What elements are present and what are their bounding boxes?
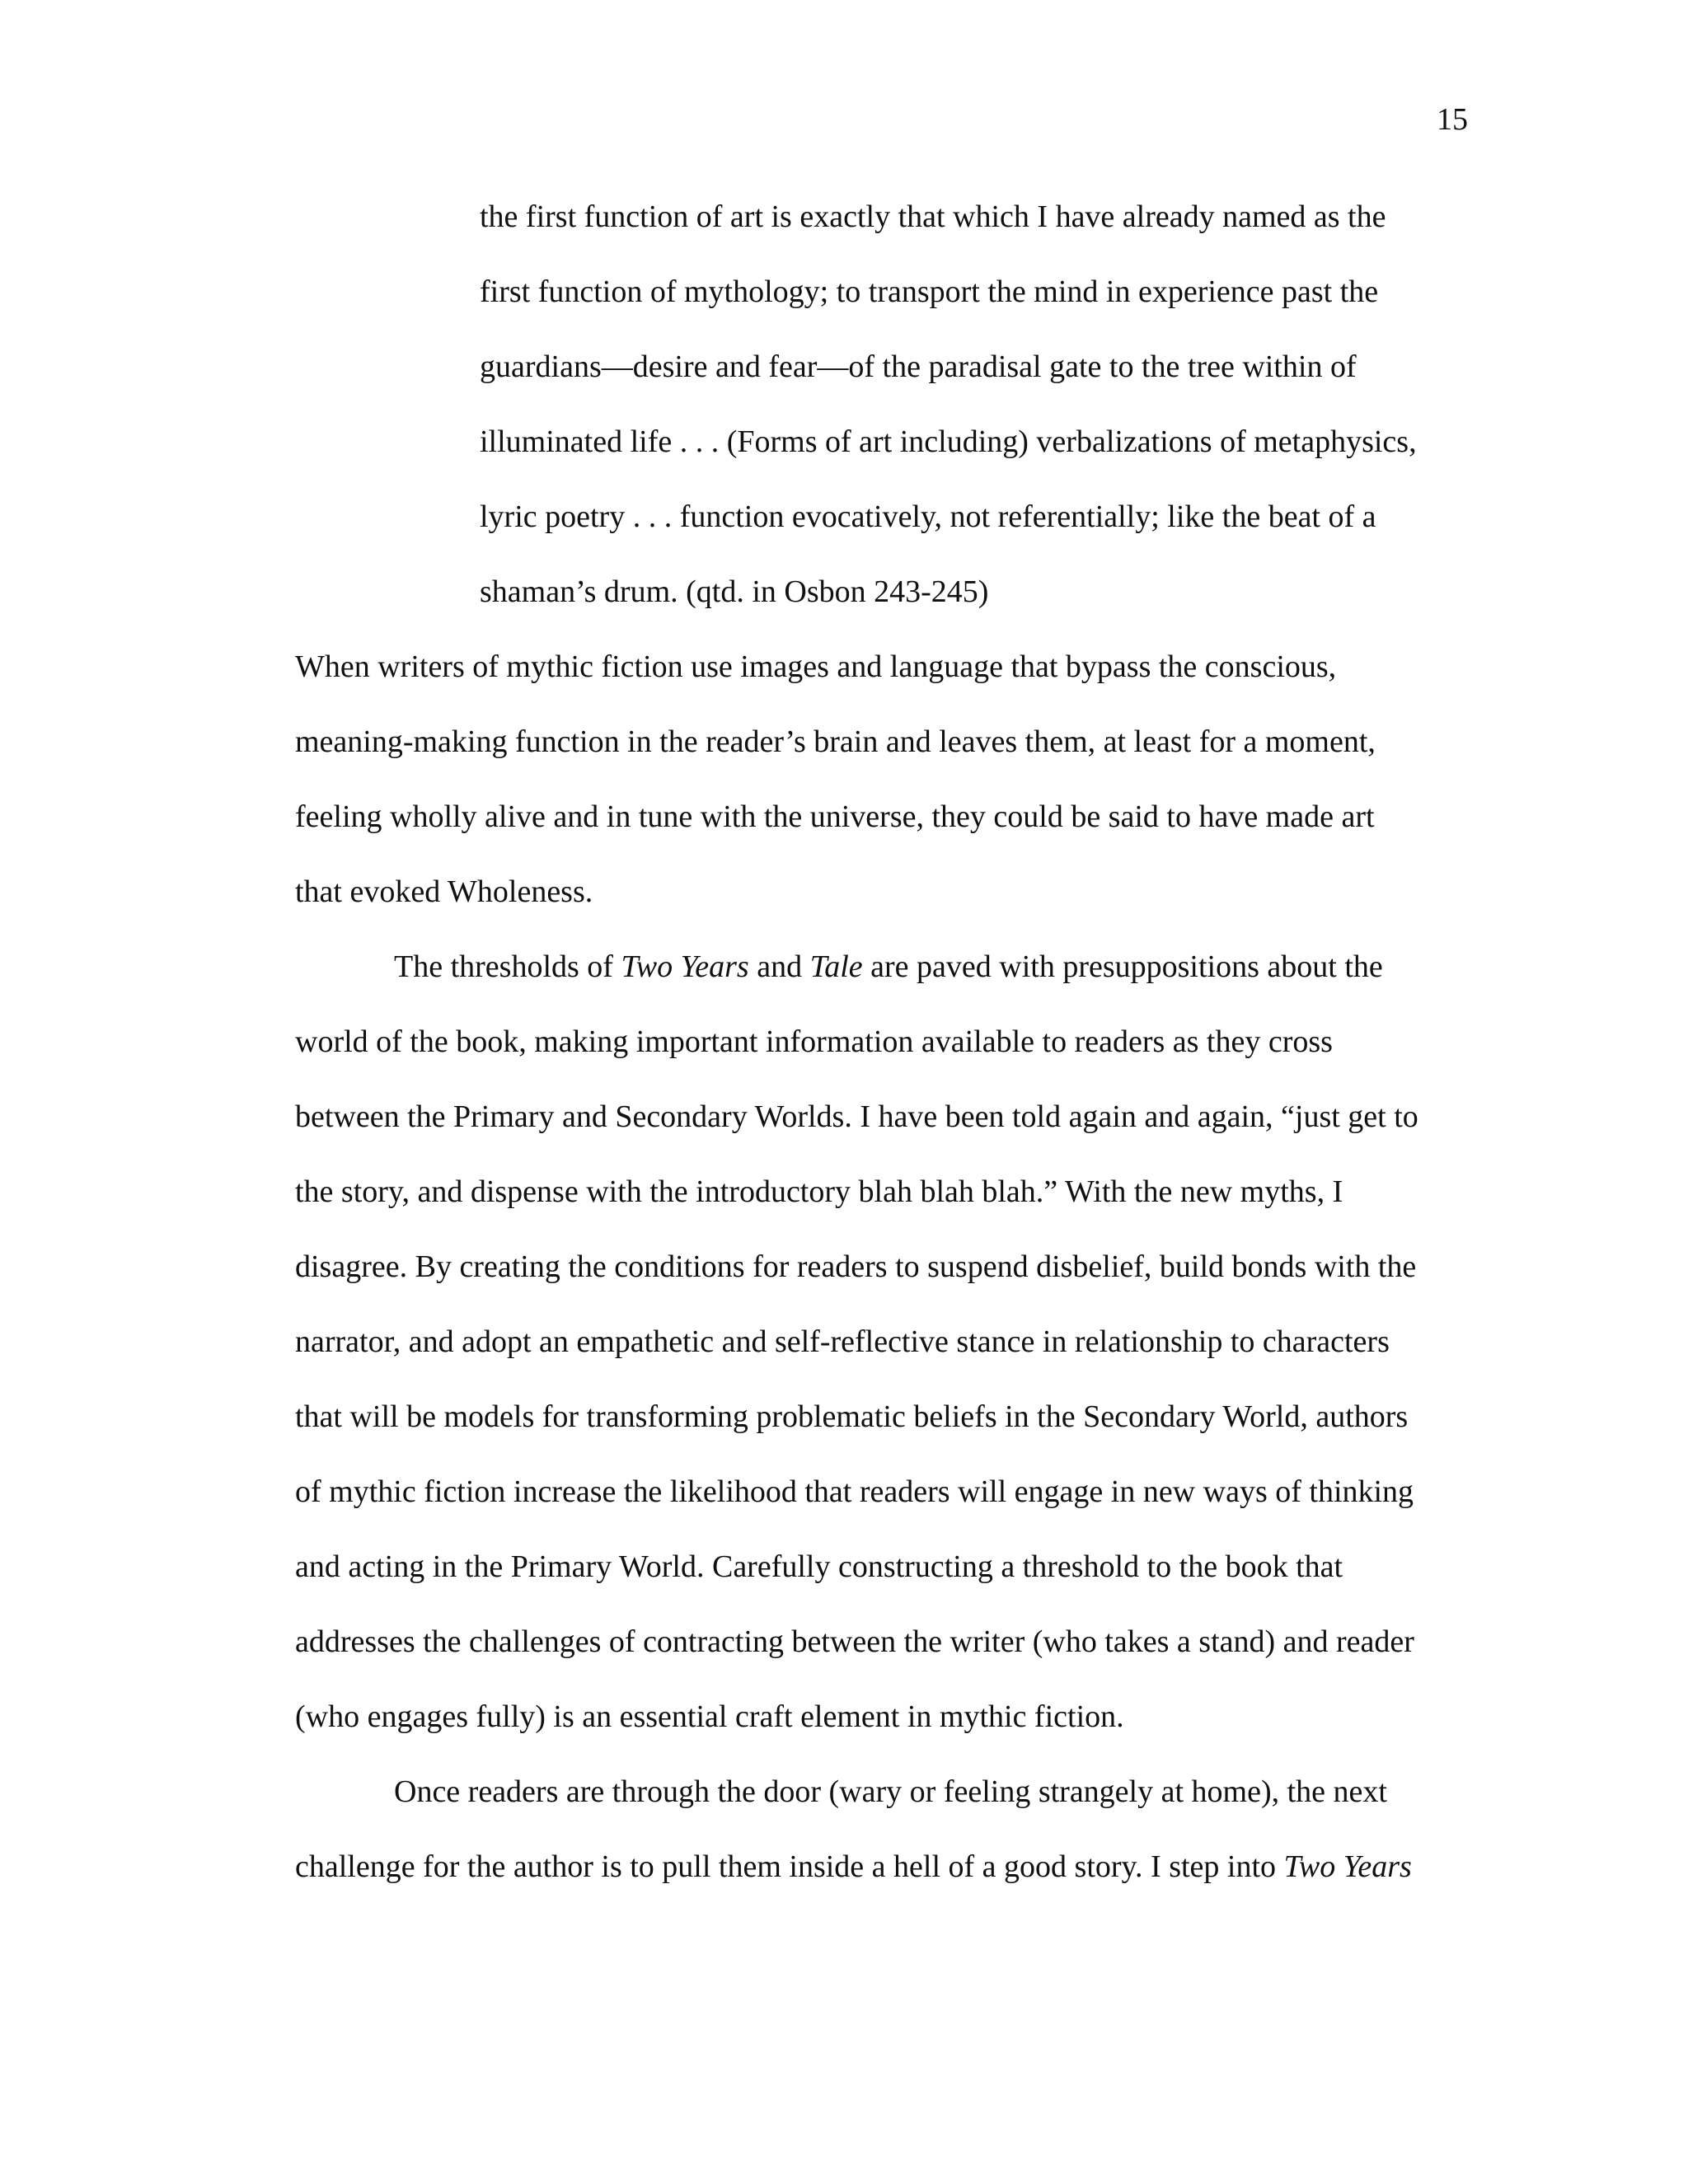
book-title-italic: Tale — [809, 949, 863, 984]
paragraph-first-line — [394, 948, 1383, 986]
paragraph-line: addresses the challenges of contracting between the writer (who takes a stand) and reader — [295, 1624, 1414, 1659]
paragraph-line — [295, 1848, 1412, 1886]
paragraph-first-line: Once readers are through the door (wary or feeling strangely at home), the next — [394, 1774, 1387, 1809]
quote-line: illuminated life . . . (Forms of art including) verbalizations of metaphysics, — [480, 424, 1417, 459]
book-title-italic: Two Years — [1283, 1849, 1412, 1884]
quote-line: the first function of art is exactly that which I have already named as the — [480, 199, 1386, 234]
paragraph-line: of mythic fiction increase the likelihood that readers will engage in new ways of thinking — [295, 1474, 1414, 1509]
paragraph-line: narrator, and adopt an empathetic and self-reflective stance in relationship to characters — [295, 1324, 1390, 1359]
paragraph-line: When writers of mythic fiction use images and language that bypass the conscious, — [295, 649, 1337, 684]
paragraph-line: disagree. By creating the conditions for readers to suspend disbelief, build bonds with the — [295, 1249, 1417, 1284]
paragraph-line: (who engages fully) is an essential craft element in mythic fiction. — [295, 1699, 1124, 1734]
text-segment: challenge for the author is to pull them inside a hell of a good story. I step into — [295, 1849, 1284, 1884]
paragraph-line: meaning-making function in the reader’s brain and leaves them, at least for a moment, — [295, 724, 1376, 759]
book-title-italic: Two Years — [621, 949, 749, 984]
paragraph-line: between the Primary and Secondary Worlds. I have been told again and again, “just get to — [295, 1099, 1418, 1134]
paragraph-line: that will be models for transforming problematic beliefs in the Secondary World, authors — [295, 1399, 1409, 1434]
quote-line: guardians—desire and fear—of the paradisal gate to the tree within of — [480, 349, 1357, 384]
page-number: 15 — [1437, 102, 1468, 137]
paragraph-line: that evoked Wholeness. — [295, 874, 593, 909]
quote-line: first function of mythology; to transport the mind in experience past the — [480, 274, 1379, 309]
quote-line: shaman’s drum. (qtd. in Osbon 243-245) — [480, 574, 989, 609]
text-segment: The thresholds of — [394, 949, 621, 984]
text-segment: and — [748, 949, 810, 984]
paragraph-line: feeling wholly alive and in tune with the universe, they could be said to have made art — [295, 799, 1375, 834]
paragraph-line: and acting in the Primary World. Carefully constructing a threshold to the book that — [295, 1549, 1343, 1584]
paragraph-line: the story, and dispense with the introductory blah blah blah.” With the new myths, I — [295, 1174, 1343, 1209]
paragraph-line: world of the book, making important information available to readers as they cross — [295, 1024, 1333, 1059]
text-segment: are paved with presuppositions about the — [862, 949, 1383, 984]
quote-line: lyric poetry . . . function evocatively, not referentially; like the beat of a — [480, 499, 1376, 534]
